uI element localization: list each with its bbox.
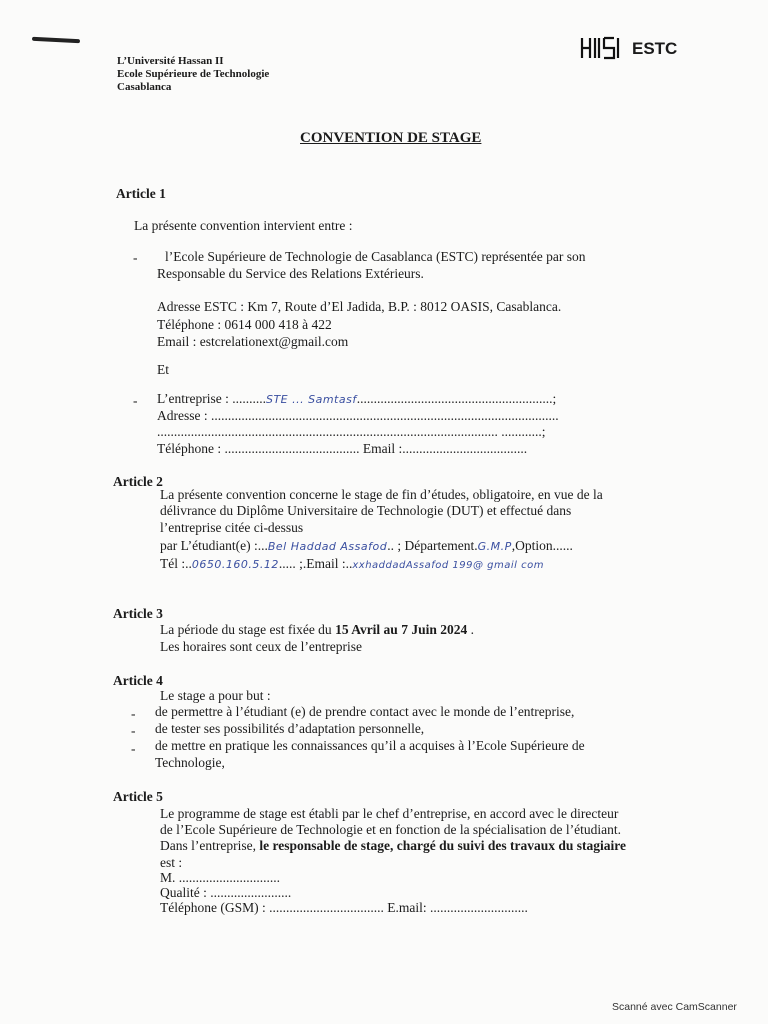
- pen-mark: [32, 37, 80, 44]
- student-handwritten: Bel Haddad Assafod: [267, 540, 388, 553]
- estc-phone: Téléphone : 0614 000 418 à 422: [157, 317, 332, 332]
- estc-address: Adresse ESTC : Km 7, Route d’El Jadida, B.P. : 8012 OASIS, Casablanca.: [157, 299, 562, 314]
- company-handwritten: STE ... Samtasf: [265, 393, 357, 406]
- article5-line3-prefix: Dans l’entreprise,: [160, 838, 260, 853]
- article4-item3b: Technologie,: [155, 755, 225, 770]
- article2-line2: délivrance du Diplôme Universitaire de Technologie (DUT) et effectué dans: [160, 503, 572, 518]
- article5-line2: de l’Ecole Supérieure de Technologie et en fonction de la spécialisation de l’étudiant.: [160, 822, 622, 837]
- estc-logo-icon: [580, 36, 624, 60]
- company-line: [157, 391, 556, 407]
- article1-party1-line2: Responsable du Service des Relations Extérieurs.: [157, 266, 424, 281]
- dash-bullet: -: [131, 723, 136, 738]
- school-name: Ecole Supérieure de Technologie: [117, 68, 270, 80]
- logo-text: ESTC: [632, 38, 678, 58]
- article5-line3-bold: le responsable de stage, chargé du suivi des travaux du stagiaire: [259, 838, 626, 853]
- student-line: [160, 538, 573, 554]
- article5-line1: Le programme de stage est établi par le chef d’entreprise, en accord avec le directeur: [160, 806, 619, 821]
- dash-bullet: -: [133, 393, 138, 408]
- email-handwritten: xxhaddadAssafod 199@ gmail com: [352, 560, 544, 571]
- period-dates: 15 Avril au 7 Juin 2024: [335, 622, 468, 637]
- company-label: L’entreprise : ..........: [157, 391, 266, 406]
- article3-heading: Article 3: [113, 606, 163, 621]
- article2-heading: Article 2: [113, 474, 163, 489]
- article4-item2: de tester ses possibilités d’adaptation personnelle,: [155, 721, 425, 736]
- camscanner-watermark: Scanné avec CamScanner: [612, 1001, 737, 1013]
- article2-line1: La présente convention concerne le stage de fin d’études, obligatoire, en vue de la: [160, 487, 603, 502]
- period-suffix: .: [467, 622, 474, 637]
- estc-email: Email : estcrelationext@gmail.com: [157, 334, 349, 349]
- supervisor-phone-email-line: Téléphone (GSM) : .................................. E.mail: .............................: [160, 900, 528, 915]
- company-dots: ..........................................................;: [356, 391, 557, 406]
- supervisor-name-line: M. ..............................: [160, 870, 281, 885]
- student-label: par L’étudiant(e) :...: [160, 538, 268, 553]
- article3-line1: [160, 622, 474, 638]
- dash-bullet: -: [131, 741, 136, 756]
- article1-intro: La présente convention intervient entre :: [134, 218, 353, 233]
- document-title: CONVENTION DE STAGE: [300, 130, 482, 146]
- company-phone-email-line: Téléphone : ........................................ Email :.....................................: [157, 441, 528, 456]
- article5-line3: [160, 838, 626, 854]
- article2-line3: l’entreprise citée ci-dessus: [160, 520, 304, 535]
- tel-label: Tél :..: [160, 556, 192, 571]
- article1-heading: Article 1: [116, 186, 166, 201]
- company-address-line: Adresse : .......................................................................................................: [157, 408, 559, 423]
- student-contact-line: [160, 556, 544, 572]
- article4-item3: de mettre en pratique les connaissances qu’il a acquises à l’Ecole Supérieure de: [155, 738, 585, 753]
- et-word: Et: [157, 362, 169, 377]
- article1-party1-line1: l’Ecole Supérieure de Technologie de Casablanca (ESTC) représentée par son: [165, 249, 586, 264]
- estc-logo: [580, 36, 677, 62]
- article4-heading: Article 4: [113, 673, 163, 688]
- article4-item1: de permettre à l’étudiant (e) de prendre contact avec le monde de l’entreprise,: [155, 704, 575, 719]
- article5-line4: est :: [160, 855, 183, 870]
- department-label: .. ; Département.: [387, 538, 478, 553]
- supervisor-qualite-line: Qualité : ........................: [160, 885, 292, 900]
- city-name: Casablanca: [117, 81, 172, 93]
- article5-heading: Article 5: [113, 789, 163, 804]
- dash-bullet: -: [131, 706, 136, 721]
- period-prefix: La période du stage est fixée du: [160, 622, 336, 637]
- university-name: L’Université Hassan II: [117, 55, 224, 67]
- article4-intro: Le stage a pour but :: [160, 688, 271, 703]
- email-label: ..... ;.Email :..: [278, 556, 353, 571]
- company-address-line2: ..................................................................................................... ............;: [157, 424, 546, 439]
- tel-handwritten: 0650.160.5.12: [191, 558, 279, 571]
- department-handwritten: G.M.P: [477, 540, 512, 553]
- option-label: ,Option......: [511, 538, 573, 553]
- article3-line2: Les horaires sont ceux de l’entreprise: [160, 639, 363, 654]
- dash-bullet: -: [133, 250, 138, 265]
